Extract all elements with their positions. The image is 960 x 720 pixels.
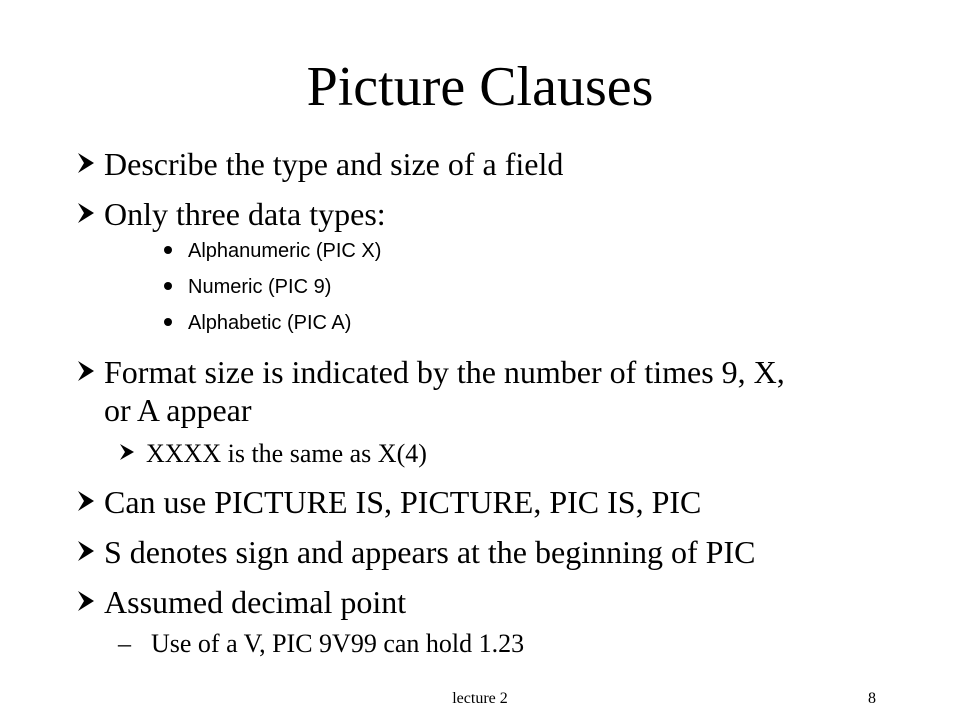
bullet-3-sub-text: XXXX is the same as X(4) <box>146 439 427 468</box>
bullet-3-sub <box>118 438 140 470</box>
bullet-2 <box>76 194 98 234</box>
sub-bullet-alphanumeric <box>164 238 381 264</box>
arrow-bullet-icon <box>76 359 98 383</box>
bullet-3-text-line1: Format size is indicated by the number of times 9, X, <box>104 354 785 390</box>
arrow-bullet-icon <box>76 489 98 513</box>
bullet-6 <box>76 582 98 622</box>
dot-bullet-icon <box>164 282 172 290</box>
sub-bullet-numeric <box>164 274 331 300</box>
bullet-6-text: Assumed decimal point <box>104 584 407 620</box>
arrow-bullet-icon <box>118 442 140 462</box>
sub-bullet-alphabetic <box>164 310 351 336</box>
bullet-6-sub <box>118 628 524 660</box>
footer-lecture-label: lecture 2 <box>452 690 508 707</box>
sub-bullet-text: Numeric (PIC 9) <box>188 276 332 298</box>
bullet-2-text: Only three data types: <box>104 196 386 232</box>
bullet-3 <box>76 352 98 392</box>
bullet-4 <box>76 482 98 522</box>
arrow-bullet-icon <box>76 589 98 613</box>
bullet-1-text: Describe the type and size of a field <box>104 146 564 182</box>
bullet-3-text-line2: or A appear <box>104 392 252 428</box>
bullet-5-text: S denotes sign and appears at the beginning of PIC <box>104 534 756 570</box>
arrow-bullet-icon <box>76 201 98 225</box>
bullet-1 <box>76 144 98 184</box>
slide-title: Picture Clauses <box>306 56 654 118</box>
page-number: 8 <box>868 690 876 707</box>
dot-bullet-icon <box>164 246 172 254</box>
bullet-5 <box>76 532 98 572</box>
sub-bullet-text: Alphabetic (PIC A) <box>188 312 352 334</box>
bullet-4-text: Can use PICTURE IS, PICTURE, PIC IS, PIC <box>104 484 702 520</box>
dash-bullet-icon: – <box>118 629 131 658</box>
bullet-6-sub-text: Use of a V, PIC 9V99 can hold 1.23 <box>151 629 525 658</box>
arrow-bullet-icon <box>76 539 98 563</box>
sub-bullet-text: Alphanumeric (PIC X) <box>188 240 382 262</box>
dot-bullet-icon <box>164 318 172 326</box>
arrow-bullet-icon <box>76 151 98 175</box>
